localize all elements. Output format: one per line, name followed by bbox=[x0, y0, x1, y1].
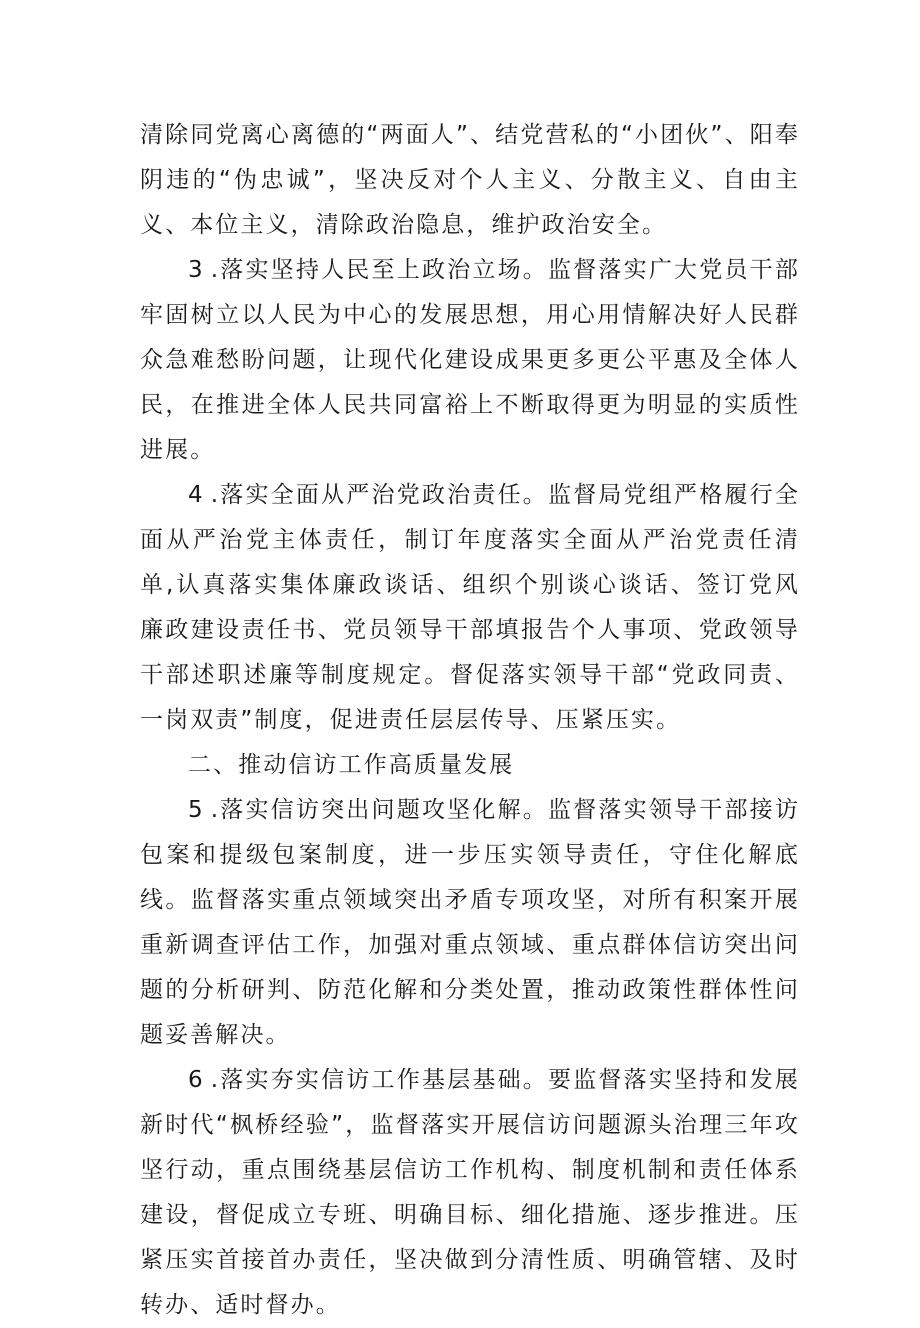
paragraph-text: 监督局党组严格履行全面从严治党主体责任，制订年度落实全面从严治党责任清单,认真落实集体廉政谈话、组织个别谈心谈话、签订党风廉政建设责任书、党员领导干部填报告个人事项、党政领导干部述职述廉等制度规定。督促落实领导干部“党政同责、一岗双责”制度，促进责任层层传导、压紧压实。 bbox=[140, 482, 800, 733]
paragraph-item-6 bbox=[140, 1058, 800, 1328]
paragraph-item-4 bbox=[140, 473, 800, 743]
paragraph-text: 监督落实领导干部接访包案和提级包案制度，进一步压实领导责任，守住化解底线。监督落实重点领域突出矛盾专项攻坚，对所有积案开展重新调查评估工作，加强对重点领域、重点群体信访突出问题的分析研判、防范化解和分类处置，推动政策性群体性问题妥善解决。 bbox=[140, 797, 800, 1048]
paragraph-item-3 bbox=[140, 248, 800, 473]
item-number: 5 bbox=[188, 797, 205, 823]
item-heading: .落实全面从严治党政治责任。 bbox=[210, 482, 548, 508]
item-number: 6 bbox=[188, 1067, 205, 1093]
paragraph-text: 清除同党离心离德的“两面人”、结党营私的“小团伙”、阳奉阴违的“伪忠诚”，坚决反对个人主义、分散主义、自由主义、本位主义，清除政治隐息，维护政治安全。 bbox=[140, 122, 800, 238]
item-number: 4 bbox=[188, 482, 205, 508]
section-heading-2 bbox=[140, 743, 800, 788]
item-heading: .落实夯实信访工作基层基础。 bbox=[210, 1067, 548, 1093]
paragraph-continuation bbox=[140, 113, 800, 248]
paragraph-item-5 bbox=[140, 788, 800, 1058]
item-number: 3 bbox=[188, 257, 205, 283]
paragraph-text: 监督落实广大党员干部牢固树立以人民为中心的发展思想，用心用情解决好人民群众急难愁盼问题，让现代化建设成果更多更公平惠及全体人民，在推进全体人民共同富裕上不断取得更为明显的实质性进展。 bbox=[140, 257, 800, 463]
item-heading: .落实坚持人民至上政治立场。 bbox=[210, 257, 548, 283]
item-heading: .落实信访突出问题攻坚化解。 bbox=[210, 797, 548, 823]
document-body bbox=[140, 113, 800, 1328]
paragraph-text: 要监督落实坚持和发展新时代“枫桥经验”，监督落实开展信访问题源头治理三年攻坚行动，重点围绕基层信访工作机构、制度机制和责任体系建设，督促成立专班、明确目标、细化措施、逐步推进。压紧压实首接首办责任，坚决做到分清性质、明确管辖、及时转办、适时督办。 bbox=[140, 1067, 800, 1318]
section-heading-text: 二、推动信访工作高质量发展 bbox=[188, 752, 515, 778]
